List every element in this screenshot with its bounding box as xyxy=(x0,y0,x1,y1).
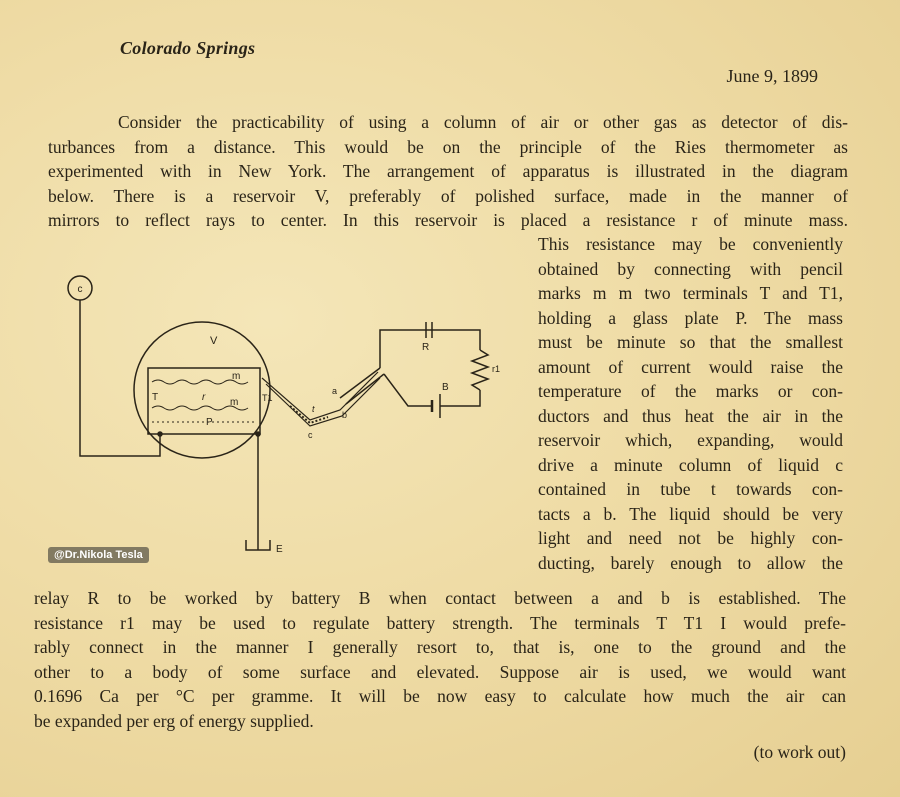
terminal-t xyxy=(158,432,162,436)
label-battery-b: B xyxy=(442,382,449,393)
label-c: c xyxy=(77,284,83,295)
circuit-top xyxy=(380,330,480,368)
text-line: obtained by connecting with pencil xyxy=(538,258,843,279)
label-relay-r: R xyxy=(422,342,430,353)
label-liquid-c: c xyxy=(308,430,313,440)
label-r: r xyxy=(202,392,206,403)
text-line: amount of current would raise the xyxy=(538,356,843,377)
text-line: mirrors to reflect rays to center. In this reservoir is placed a resistance r of minute mass. xyxy=(48,210,848,230)
label-tube-t: t xyxy=(312,404,315,414)
text-line: other to a body of some surface and elevated. Suppose air is used, we would want xyxy=(34,661,846,682)
text-line: must be minute so that the smallest xyxy=(538,332,843,352)
text-line: marks m m two terminals T and T1, xyxy=(538,283,843,303)
text-line: tacts a b. The liquid should be very xyxy=(538,503,843,524)
label-m1: m xyxy=(232,371,241,382)
text-line: experimented with in New York. The arrangement of apparatus is illustrated in the diagram xyxy=(48,161,848,181)
apparatus-diagram xyxy=(40,260,510,560)
text-line: light and need not be highly con- xyxy=(538,528,843,548)
text-line: resistance r1 may be used to regulate battery strength. The terminals T T1 I would prefe- xyxy=(34,612,846,633)
liquid-c xyxy=(290,406,328,423)
tube-t-inner xyxy=(266,378,380,426)
label-b: b xyxy=(342,410,348,420)
label-t: T xyxy=(152,392,159,403)
label-m2: m xyxy=(230,397,239,408)
text-line: ducting, barely enough to allow the xyxy=(538,552,843,573)
paragraph-right-column xyxy=(538,232,843,575)
text-line: below. There is a reservoir V, preferably of polished surface, made in the manner of xyxy=(48,185,848,206)
header-date: June 9, 1899 xyxy=(726,66,818,86)
text-line: This resistance may be conveniently xyxy=(538,234,843,254)
label-p: P xyxy=(206,417,213,428)
label-r1: r1 xyxy=(492,364,501,374)
text-line: drive a minute column of liquid c xyxy=(538,454,843,475)
closing-note: (to work out) xyxy=(753,742,846,762)
text-line: ductors and thus heat the air in the xyxy=(538,405,843,426)
resistor-r1 xyxy=(472,350,488,390)
text-line: Consider the practicability of using a column of air or other gas as detector of dis- xyxy=(118,112,848,132)
label-t1: T1 xyxy=(262,393,273,403)
text-line: temperature of the marks or con- xyxy=(538,381,843,401)
paragraph-2 xyxy=(34,586,846,733)
text-line: rably connect in the manner I generally resort to, that is, one to the ground and the xyxy=(34,637,846,657)
watermark: @Dr.Nikola Tesla xyxy=(48,547,149,563)
text-line: reservoir which, expanding, would xyxy=(538,430,843,450)
label-v: V xyxy=(210,335,218,347)
label-a: a xyxy=(332,386,338,396)
reservoir-v xyxy=(134,322,270,458)
text-line: relay R to be worked by battery B when contact between a and b is established. The xyxy=(34,588,846,608)
text-line: holding a glass plate P. The mass xyxy=(538,307,843,328)
circuit-return xyxy=(384,374,432,406)
text-line: 0.1696 Ca per °C per gramme. It will be now easy to calculate how much the air can xyxy=(34,686,846,706)
text-line: contained in tube t towards con- xyxy=(538,479,843,499)
text-line: turbances from a distance. This would be on the principle of the Ries thermometer as xyxy=(48,136,848,157)
label-e: E xyxy=(276,544,283,555)
text-line: be expanded per erg of energy supplied. xyxy=(34,710,314,731)
paragraph-1 xyxy=(48,110,848,233)
header-place: Colorado Springs xyxy=(120,38,256,58)
